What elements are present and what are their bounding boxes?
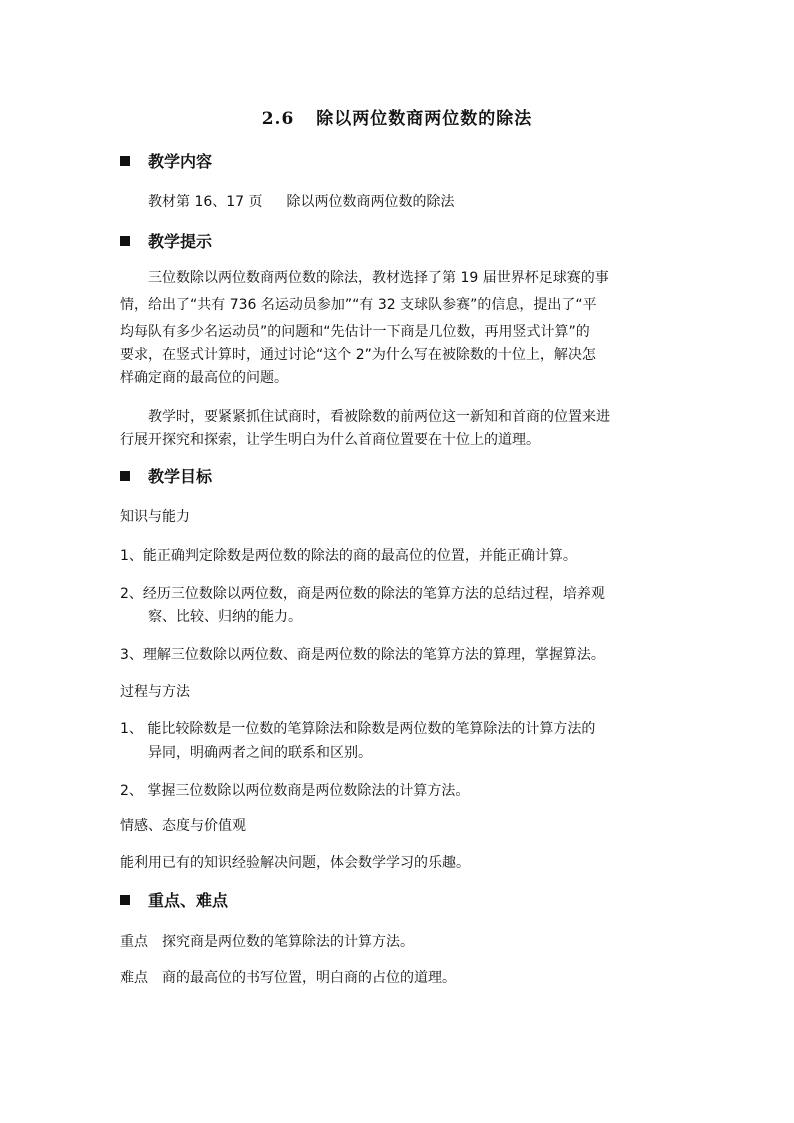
square-bullet-icon: [120, 895, 130, 905]
process-item-1-line-2: 异同，明确两者之间的联系和区别。: [148, 745, 372, 761]
square-bullet-icon: [120, 156, 130, 166]
section-heading-text: 教学内容: [148, 152, 213, 171]
title-number: 2.6: [261, 109, 295, 129]
hints-p1-line-2: 情，给出了“共有 736 名运动员参加”“有 32 支球队参赛”的信息，提出了“平: [120, 297, 597, 313]
content-topic: 除以两位数商两位数的除法: [286, 194, 455, 210]
focus-text: 探究商是两位数的笔算除法的计算方法。: [162, 934, 414, 950]
emotion-label: 情感、态度与价值观: [120, 818, 246, 834]
focus-label: 重点: [120, 934, 148, 950]
section-heading-key: [120, 890, 228, 912]
content-pages: 教材第 16、17 页: [148, 194, 263, 210]
square-bullet-icon: [120, 236, 130, 246]
section-heading-text: 教学目标: [148, 467, 213, 486]
square-bullet-icon: [120, 471, 130, 481]
section-heading-text: 教学提示: [148, 232, 213, 251]
difficulty-label: 难点: [120, 970, 148, 986]
hints-p1-line-5: 样确定商的最高位的问题。: [120, 370, 288, 386]
difficulty-line: [120, 968, 456, 988]
title-text: 除以两位数商两位数的除法: [316, 109, 533, 129]
knowledge-item-2-line-1: 2、经历三位数除以两位数，商是两位数的除法的笔算方法的总结过程，培养观: [120, 586, 605, 602]
hints-p1-line-4: 要求，在竖式计算时，通过讨论“这个 2”为什么写在被除数的十位上，解决怎: [120, 347, 596, 363]
difficulty-text: 商的最高位的书写位置，明白商的占位的道理。: [162, 970, 456, 986]
knowledge-item-2-line-2: 察、比较、归纳的能力。: [148, 609, 302, 625]
content-line: [148, 192, 455, 212]
section-heading-hints: [120, 231, 212, 253]
process-item-2: 2、 掌握三位数除以两位数商是两位数除法的计算方法。: [120, 783, 470, 799]
hints-p2-line-2: 行展开探究和探索，让学生明白为什么首商位置要在十位上的道理。: [120, 432, 540, 448]
process-label: 过程与方法: [120, 684, 190, 700]
hints-p1-line-1: 三位数除以两位数商两位数的除法，教材选择了第 19 届世界杯足球赛的事: [148, 270, 609, 286]
section-heading-goals: [120, 466, 212, 488]
knowledge-label: 知识与能力: [120, 509, 190, 525]
emotion-item: 能利用已有的知识经验解决问题，体会数学学习的乐趣。: [120, 855, 470, 871]
page-title: [0, 104, 794, 129]
process-item-1-line-1: 1、 能比较除数是一位数的笔算除法和除数是两位数的笔算除法的计算方法的: [120, 721, 596, 737]
section-heading-text: 重点、难点: [148, 891, 229, 910]
knowledge-item-3: 3、理解三位数除以两位数、商是两位数的除法的笔算方法的算理，掌握算法。: [120, 647, 605, 663]
knowledge-item-1: 1、能正确判定除数是两位数的除法的商的最高位的位置，并能正确计算。: [120, 548, 577, 564]
focus-line: [120, 932, 414, 952]
section-heading-content: [120, 151, 212, 173]
hints-p2-line-1: 教学时，要紧紧抓住试商时，看被除数的前两位这一新知和首商的位置来进: [148, 409, 610, 425]
hints-p1-line-3: 均每队有多少名运动员”的问题和“先估计一下商是几位数，再用竖式计算”的: [120, 324, 590, 340]
